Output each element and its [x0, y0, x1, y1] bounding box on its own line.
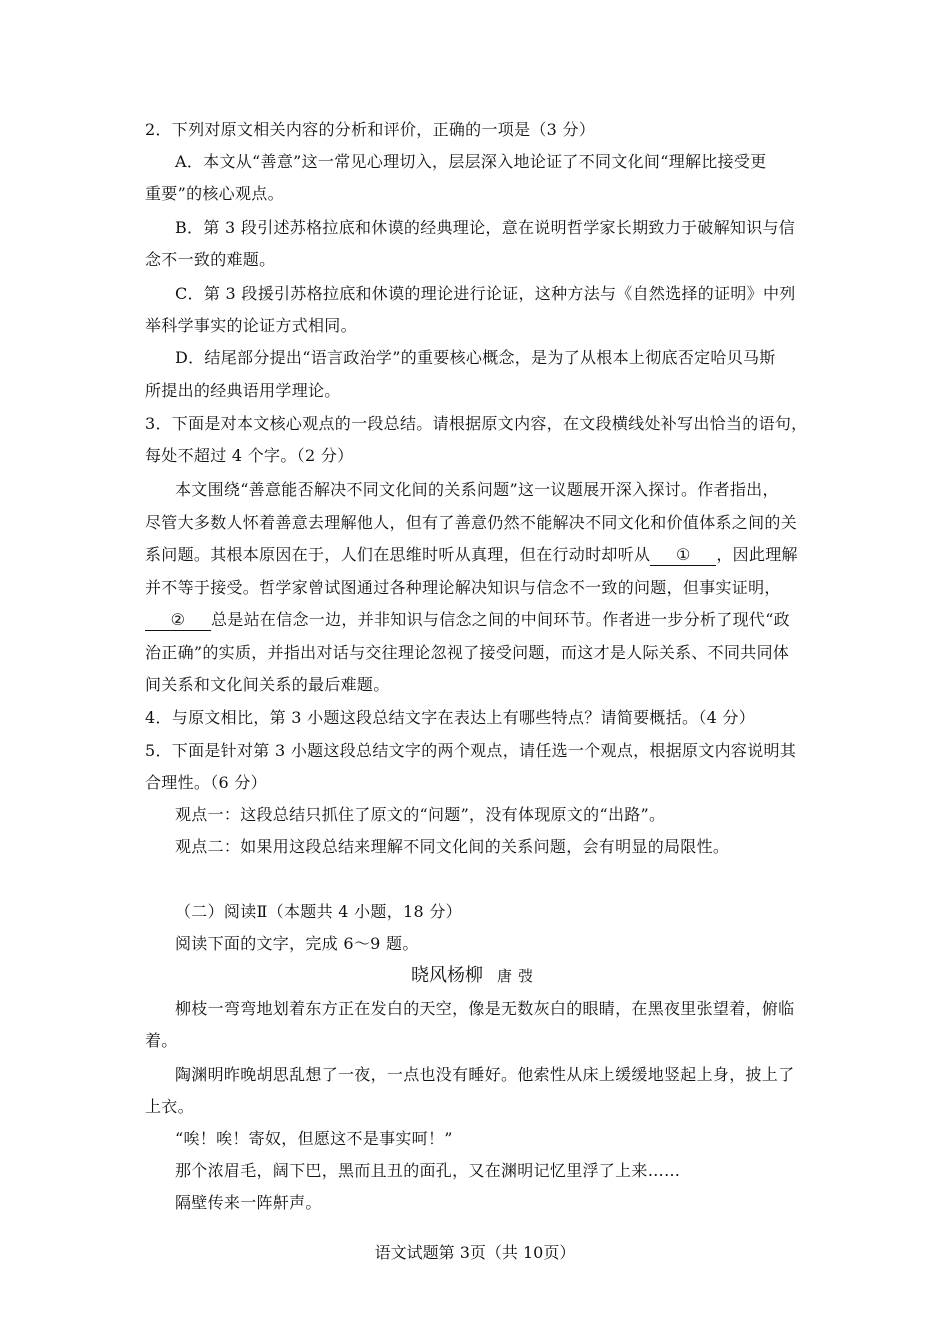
passage-para5: 隔壁传来一阵鼾声。 — [175, 1193, 322, 1212]
passage-para3: “唉！唉！寄奴，但愿这不是事实呵！” — [175, 1129, 453, 1148]
passage-para2-line2: 上衣。 — [145, 1097, 194, 1116]
passage-author: 唐弢 — [496, 967, 539, 985]
q3-paragraph-line2: 尽管大多数人怀着善意去理解他人，但有了善意仍然不能解决不同文化和价值体系之间的关 — [145, 513, 798, 532]
page-footer: 语文试题第 3页（共 10页） — [374, 1243, 576, 1262]
q5-viewpoint-1: 观点一：这段总结只抓住了原文的“问题”，没有体现原文的“出路”。 — [175, 805, 666, 824]
q2-option-d-line1: D．结尾部分提出“语言政治学”的重要核心概念，是为了从根本上彻底否定哈贝马斯 — [175, 348, 776, 367]
q2-stem: 2．下列对原文相关内容的分析和评价，正确的一项是（3 分） — [145, 120, 596, 139]
q3-paragraph-line6: 治正确”的实质，并指出对话与交往理论忽视了接受问题，而这才是人际关系、不同共同体 — [145, 643, 790, 662]
q2-option-a-line2: 重要”的核心观点。 — [145, 184, 284, 203]
q5-stem-line2: 合理性。（6 分） — [145, 773, 267, 792]
q3-stem-line1: 3．下面是对本文核心观点的一段总结。请根据原文内容，在文段横线处补写出恰当的语句， — [145, 414, 808, 433]
q2-option-a-line1: A．本文从“善意”这一常见心理切入，层层深入地论证了不同文化间“理解比接受更 — [175, 152, 767, 171]
q3-paragraph-line4: 并不等于接受。哲学家曾试图通过各种理论解决知识与信念不一致的问题，但事实证明， — [145, 578, 781, 597]
q3-paragraph-line1: 本文围绕“善意能否解决不同文化间的关系问题”这一议题展开深入探讨。作者指出， — [175, 480, 779, 499]
q2-option-b-line2: 念不一致的难题。 — [145, 250, 276, 269]
blank-1[interactable]: ① — [650, 545, 716, 566]
blank-2[interactable]: ② — [145, 610, 211, 631]
q2-option-c-line1: C．第 3 段援引苏格拉底和休谟的理论进行论证，这种方法与《自然选择的证明》中列 — [175, 284, 796, 303]
q2-option-d-line2: 所提出的经典语用学理论。 — [145, 381, 341, 400]
passage-para4: 那个浓眉毛，阔下巴，黑而且丑的面孔，又在渊明记忆里浮了上来…… — [175, 1161, 681, 1180]
section-2-instruction: 阅读下面的文字，完成 6～9 题。 — [175, 934, 419, 953]
section-2-heading: （二）阅读Ⅱ（本题共 4 小题，18 分） — [175, 902, 462, 921]
q3-paragraph-line7: 间关系和文化间关系的最后难题。 — [145, 675, 390, 694]
q2-option-b-line1: B．第 3 段引述苏格拉底和休谟的经典理论，意在说明哲学家长期致力于破解知识与信 — [175, 218, 796, 237]
q3-line3-text-a: 系问题。其根本原因在于，人们在思维时听从真理，但在行动时却听从 — [145, 545, 651, 564]
passage-para1-line1: 柳枝一弯弯地划着东方正在发白的天空，像是无数灰白的眼睛，在黑夜里张望着，俯临 — [175, 999, 795, 1018]
passage-title: 晓风杨柳 — [410, 965, 483, 986]
q5-viewpoint-2: 观点二：如果用这段总结来理解不同文化间的关系问题，会有明显的局限性。 — [175, 837, 730, 856]
q3-paragraph-line3 — [145, 544, 798, 566]
passage-para1-line2: 着。 — [145, 1031, 178, 1050]
passage-para2-line1: 陶渊明昨晚胡思乱想了一夜，一点也没有睡好。他索性从床上缓缓地竖起上身，披上了 — [175, 1065, 795, 1084]
passage-title-block — [0, 964, 950, 988]
q3-paragraph-line5 — [145, 609, 790, 631]
q3-line5-text: 总是站在信念一边，并非知识与信念之间的中间环节。作者进一步分析了现代“政 — [211, 610, 790, 629]
q3-stem-line2: 每处不超过 4 个字。（2 分） — [145, 446, 354, 465]
q3-line3-text-b: ，因此理解 — [716, 545, 798, 564]
q5-stem-line1: 5．下面是针对第 3 小题这段总结文字的两个观点，请任选一个观点，根据原文内容说明其 — [145, 741, 797, 760]
q4-stem: 4．与原文相比，第 3 小题这段总结文字在表达上有哪些特点？请简要概括。（4 分） — [145, 708, 756, 727]
q2-option-c-line2: 举科学事实的论证方式相同。 — [145, 316, 357, 335]
